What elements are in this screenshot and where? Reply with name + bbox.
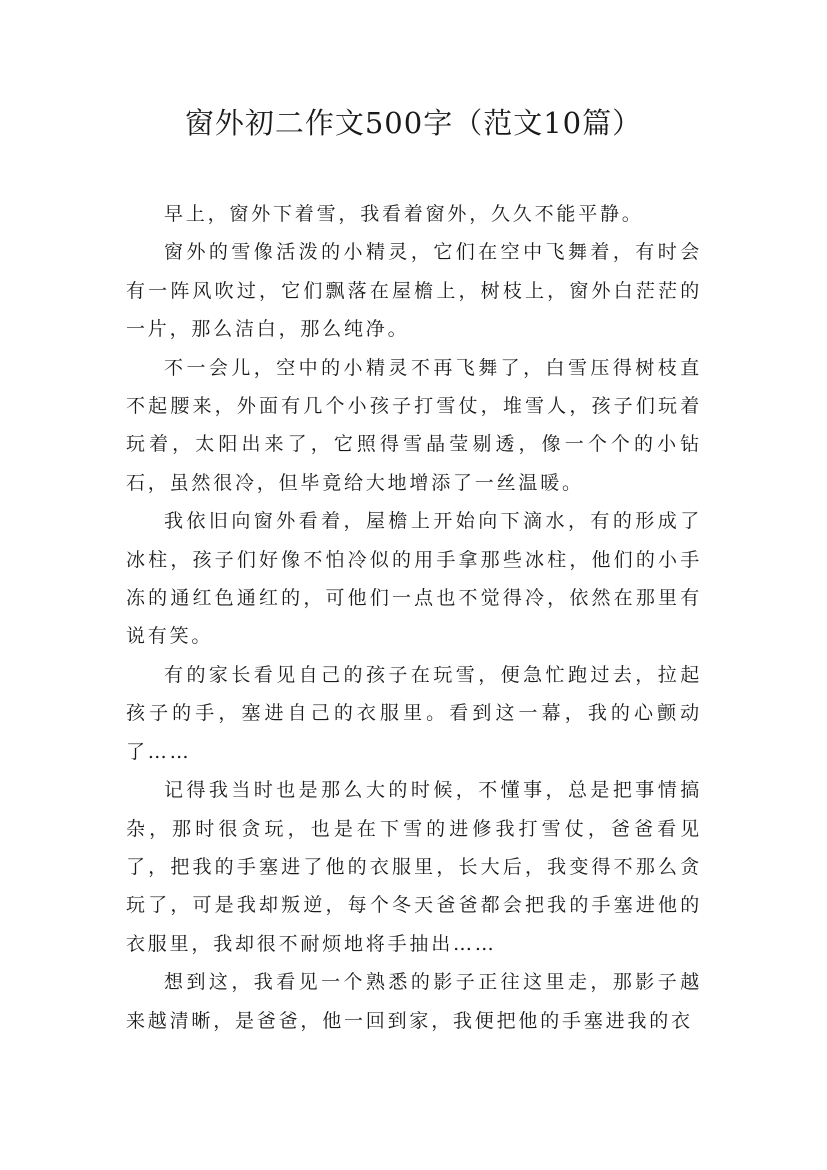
- paragraph-1: 早上，窗外下着雪，我看着窗外，久久不能平静。: [164, 203, 644, 225]
- paragraph-3: 不一会儿，空中的小精灵不再飞舞了，白雪压得树枝直不起腰来，外面有几个小孩子打雪仗，堆雪人，孩子们玩着玩着，太阳出来了，它照得雪晶莹剔透，像一个个的小钻石，虽然很冷，但毕竟给大地增添了一丝温暖。: [126, 356, 702, 494]
- paragraph-2: 窗外的雪像活泼的小精灵，它们在空中飞舞着，有时会有一阵风吹过，它们飘落在屋檐上，树枝上，窗外白茫茫的一片，那么洁白，那么纯净。: [126, 241, 702, 341]
- document-title: 窗外初二作文500字（范文10篇）: [184, 106, 643, 140]
- paragraph-4: 我依旧向窗外看着，屋檐上开始向下滴水，有的形成了冰柱，孩子们好像不怕冷似的用手拿那些冰柱，他们的小手冻的通红色通红的，可他们一点也不觉得冷，依然在那里有说有笑。: [126, 510, 702, 648]
- paragraph-6: 记得我当时也是那么大的时候，不懂事，总是把事情搞杂，那时很贪玩，也是在下雪的进修我打雪仗，爸爸看见了，把我的手塞进了他的衣服里，长大后，我变得不那么贪玩了，可是我却叛逆，每个冬天爸爸都会把我的手塞进他的衣服里，我却很不耐烦地将手抽出……: [126, 779, 702, 955]
- paragraph-7: 想到这，我看见一个熟悉的影子正往这里走，那影子越来越清晰，是爸爸，他一回到家，我便把他的手塞进我的衣: [126, 971, 702, 1032]
- paragraph-5: 有的家长看见自己的孩子在玩雪，便急忙跑过去，拉起孩子的手，塞进自己的衣服里。看到这一幕，我的心颤动了……: [126, 663, 702, 763]
- document-body: [126, 195, 702, 1040]
